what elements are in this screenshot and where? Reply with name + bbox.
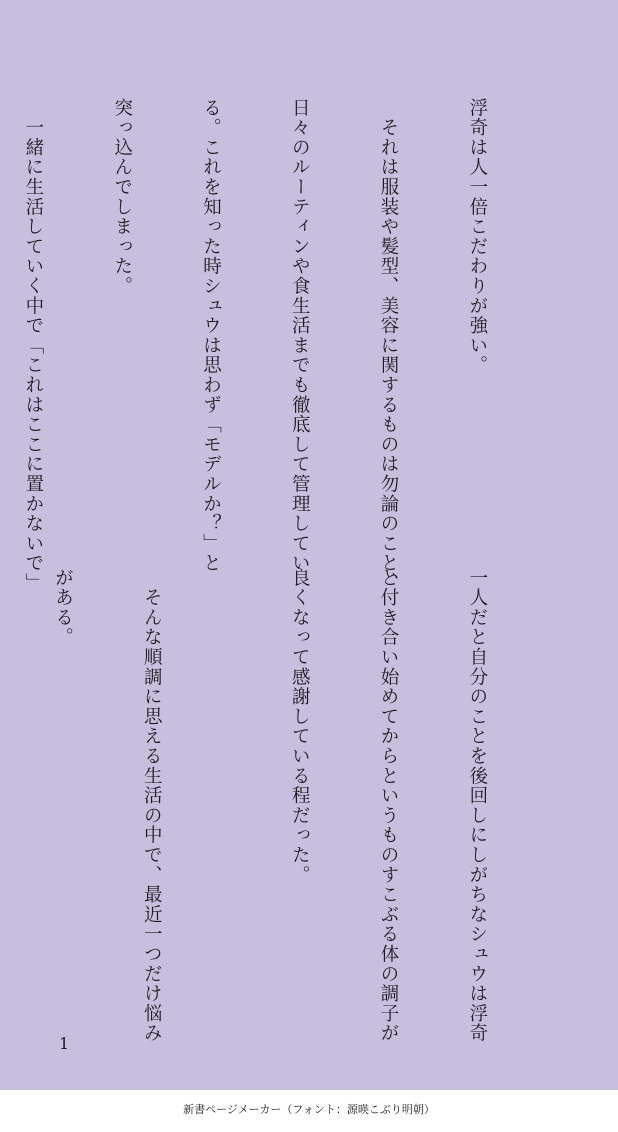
text-line: それは服装や髪型、美容に関するものは勿論のこと、: [378, 98, 400, 593]
text-line: そんな順調に思える生活の中で、最近一つだけ悩み: [141, 568, 163, 1044]
text-line: 日々のルーティンや食生活までも徹底して管理してい: [289, 98, 311, 574]
text-line: がある。: [52, 568, 74, 648]
text-line: 突っ込んでしまった。: [111, 98, 133, 296]
page-number: 1: [59, 1034, 70, 1053]
text-line: る。これを知った時シュウは思わず「モデルか？」と: [200, 98, 222, 574]
text-line: と付き合い始めてからというものすこぶる体の調子が: [378, 568, 400, 1044]
text-line: 良くなって感謝している程だった。: [289, 568, 311, 885]
text-column-lower: [0, 568, 551, 1044]
text-line: 浮奇は人一倍こだわりが強い。: [466, 98, 488, 376]
text-line: 一緒に生活していく中で「これはここに置かないで」: [22, 98, 44, 593]
text-column-upper: [0, 98, 551, 593]
footer-caption: 新書ページメーカー（フォント：源暎こぶり明朝）: [183, 1103, 435, 1116]
text-line: 一人だと自分のことを後回しにしがちなシュウは浮奇: [466, 568, 488, 1044]
